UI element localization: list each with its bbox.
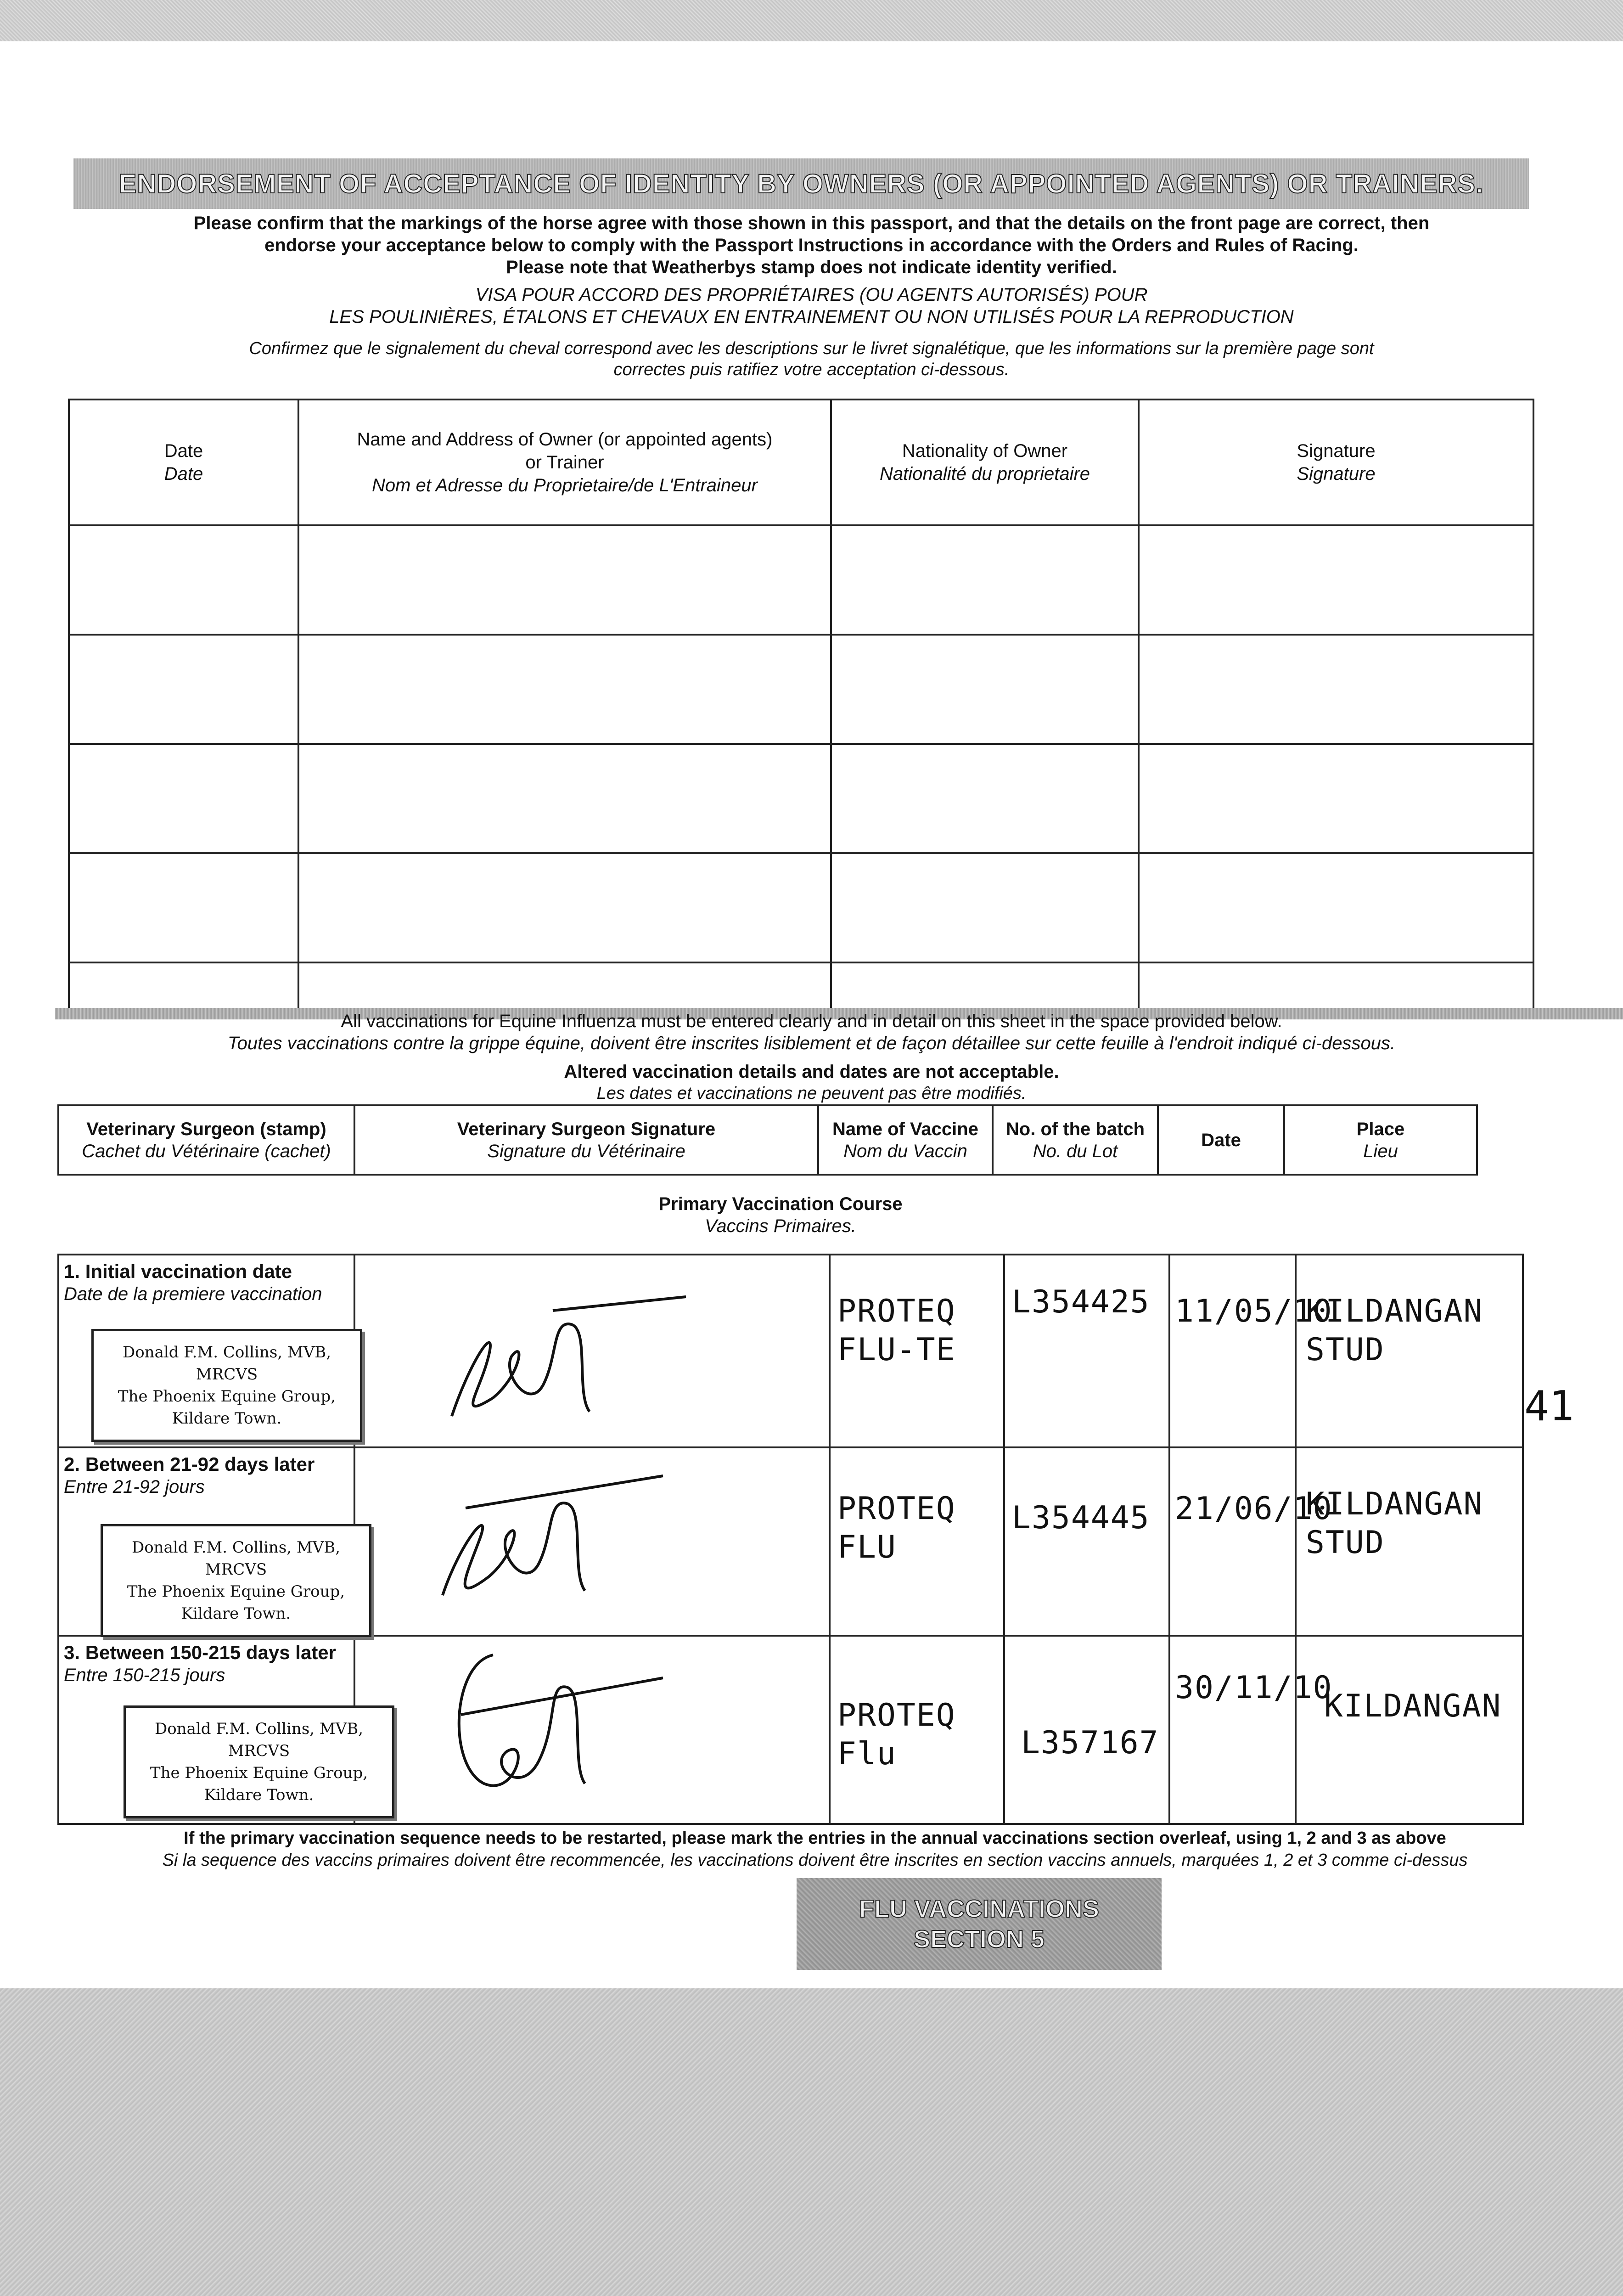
vacc-note-3: Altered vaccination details and dates are not acceptable. xyxy=(564,1062,1059,1082)
owner-cell[interactable] xyxy=(69,635,298,744)
vh-batch-en: No. of the batch xyxy=(1005,1119,1145,1139)
vh-signature-fr: Signature du Vétérinaire xyxy=(487,1141,685,1161)
owner-table-header xyxy=(69,400,1533,525)
vet-stamp-2 xyxy=(101,1524,371,1637)
owner-cell[interactable] xyxy=(831,525,1139,635)
header-name-address xyxy=(298,400,831,525)
vaccine-name-3: PROTEQ Flu xyxy=(837,1697,956,1772)
place-cell-1 xyxy=(1296,1255,1523,1447)
batch-number-3: L357167 xyxy=(1021,1725,1159,1761)
owner-cell[interactable] xyxy=(298,744,831,853)
owner-cell[interactable] xyxy=(298,635,831,744)
vaccine-name-2: PROTEQ FLU xyxy=(837,1491,956,1565)
stamp-line-2: The Phoenix Equine Group, xyxy=(150,1764,368,1782)
vaccination-row-3 xyxy=(58,1636,1523,1824)
stamp-line-3: Kildare Town. xyxy=(204,1786,314,1804)
stage-cell-1 xyxy=(58,1255,354,1447)
stamp-line-3: Kildare Town. xyxy=(172,1409,282,1428)
header-signature xyxy=(1139,400,1533,525)
scan-artifact-bottom xyxy=(0,1988,1623,2296)
section-label-line-1: FLU VACCINATIONS xyxy=(859,1895,1099,1923)
vet-signature-2 xyxy=(424,1467,681,1614)
vacc-note-4: Les dates et vaccinations ne peuvent pas être modifiés. xyxy=(596,1084,1027,1103)
vaccine-name-1: PROTEQ FLU-TE xyxy=(837,1293,956,1368)
restart-note-en: If the primary vaccination sequence needs to be restarted, please mark the entries in the annual vaccinations section overleaf, using 1, 2 and 3 as above xyxy=(184,1829,1446,1848)
date-cell-2 xyxy=(1169,1447,1333,1636)
intro-en-3: Please note that Weatherbys stamp does not indicate identity verified. xyxy=(506,257,1117,277)
owner-row-1 xyxy=(69,525,1533,635)
signature-cell-2 xyxy=(354,1447,830,1636)
place-cell-3 xyxy=(1296,1636,1523,1824)
vaccination-place-3: KILDANGAN xyxy=(1324,1688,1502,1724)
owner-cell[interactable] xyxy=(69,744,298,853)
owner-cell[interactable] xyxy=(1139,744,1533,853)
vaccination-row-2 xyxy=(58,1447,1523,1636)
vh-signature xyxy=(354,1105,818,1175)
date-cell-1 xyxy=(1169,1255,1333,1447)
header-signature-en: Signature xyxy=(1297,441,1376,461)
vaccination-date-3: 30/11/10 xyxy=(1175,1670,1333,1706)
owner-cell[interactable] xyxy=(1139,635,1533,744)
section-label-box xyxy=(797,1878,1162,1970)
stage-label-3: 3. Between 150-215 days later xyxy=(64,1642,337,1663)
margin-handwritten-number: 41 xyxy=(1524,1382,1574,1430)
vh-place xyxy=(1284,1105,1477,1175)
header-date-en: Date xyxy=(164,441,203,461)
header-nationality xyxy=(831,400,1139,525)
vh-vaccine-en: Name of Vaccine xyxy=(832,1119,978,1139)
vacc-note-1: All vaccinations for Equine Influenza must be entered clearly and in detail on this sheet in the space provided below. xyxy=(341,1011,1282,1031)
batch-cell-1 xyxy=(1004,1255,1169,1447)
batch-number-1: L354425 xyxy=(1012,1284,1150,1320)
header-signature-fr: Signature xyxy=(1297,464,1376,484)
primary-vaccination-table xyxy=(57,1254,1524,1825)
vaccine-cell-2 xyxy=(830,1447,1004,1636)
stamp-line-2: The Phoenix Equine Group, xyxy=(118,1387,336,1406)
vaccine-cell-1 xyxy=(830,1255,1004,1447)
intro-en-2: endorse your acceptance below to comply with the Passport Instructions in accordance with the Orders and Rules of Racing. xyxy=(264,235,1359,255)
restart-note-fr: Si la sequence des vaccins primaires doivent être recommencée, les vaccinations doivent être inscrites en section vaccins annuels, marquées 1, 2 et 3 comme ci-dessus xyxy=(162,1851,1468,1870)
vet-signature-1 xyxy=(438,1292,695,1430)
vh-date xyxy=(1158,1105,1284,1175)
intro-fr-title-2: LES POULINIÈRES, ÉTALONS ET CHEVAUX EN ENTRAINEMENT OU NON UTILISÉS POUR LA REPRODUCTION xyxy=(329,307,1294,327)
vaccination-header-table xyxy=(57,1104,1478,1176)
stage-cell-2 xyxy=(58,1447,354,1636)
vh-place-fr: Lieu xyxy=(1363,1141,1398,1161)
endorsement-title: ENDORSEMENT OF ACCEPTANCE OF IDENTITY BY OWNERS (OR APPOINTED AGENTS) OR TRAINERS. xyxy=(118,169,1484,199)
vaccine-cell-3 xyxy=(830,1636,1004,1824)
stage-sub-2: Entre 21-92 jours xyxy=(64,1477,205,1497)
vh-stamp-fr: Cachet du Vétérinaire (cachet) xyxy=(82,1141,331,1161)
owner-cell[interactable] xyxy=(69,525,298,635)
section-label-line-2: SECTION 5 xyxy=(913,1925,1045,1953)
vh-stamp xyxy=(58,1105,354,1175)
vh-batch xyxy=(993,1105,1158,1175)
vaccination-place-2: KILDANGAN STUD xyxy=(1306,1486,1483,1561)
stamp-line-2: The Phoenix Equine Group, xyxy=(127,1582,345,1601)
owner-cell[interactable] xyxy=(298,853,831,962)
owner-cell[interactable] xyxy=(298,525,831,635)
vet-stamp-1 xyxy=(91,1329,362,1442)
owner-row-4 xyxy=(69,853,1533,962)
vaccination-place-1: KILDANGAN STUD xyxy=(1306,1293,1483,1368)
owner-cell[interactable] xyxy=(1139,853,1533,962)
signature-cell-3 xyxy=(354,1636,830,1824)
intro-fr-title-1: VISA POUR ACCORD DES PROPRIÉTAIRES (OU AGENTS AUTORISÉS) POUR xyxy=(475,285,1148,305)
owner-cell[interactable] xyxy=(1139,525,1533,635)
vh-place-en: Place xyxy=(1356,1119,1405,1139)
header-name-fr: Nom et Adresse du Proprietaire/de L'Entraineur xyxy=(372,475,758,495)
vh-batch-fr: No. du Lot xyxy=(1033,1141,1118,1161)
header-nationality-en: Nationality of Owner xyxy=(902,441,1068,461)
owner-row-3 xyxy=(69,744,1533,853)
stage-sub-3: Entre 150-215 jours xyxy=(64,1665,225,1685)
vh-vaccine-fr: Nom du Vaccin xyxy=(843,1141,967,1161)
vacc-note-2: Toutes vaccinations contre la grippe équine, doivent être inscrites lisiblement et de façon détaillee sur cette feuille à l'endroit indiqué ci-dessous. xyxy=(227,1033,1396,1053)
vh-signature-en: Veterinary Surgeon Signature xyxy=(457,1119,716,1139)
primary-course-subtitle: Vaccins Primaires. xyxy=(705,1216,856,1236)
header-date xyxy=(69,400,298,525)
vaccination-row-1 xyxy=(58,1255,1523,1447)
place-cell-2 xyxy=(1296,1447,1523,1636)
signature-cell-1 xyxy=(354,1255,830,1447)
endorsement-banner xyxy=(73,158,1529,209)
header-nationality-fr: Nationalité du proprietaire xyxy=(879,464,1090,484)
intro-en-1: Please confirm that the markings of the horse agree with those shown in this passport, and that the details on the front page are correct, then xyxy=(193,213,1430,233)
vh-stamp-en: Veterinary Surgeon (stamp) xyxy=(86,1119,326,1139)
owner-cell[interactable] xyxy=(831,744,1139,853)
owner-row-2 xyxy=(69,635,1533,744)
vh-date-en: Date xyxy=(1201,1130,1241,1150)
stage-label-2: 2. Between 21-92 days later xyxy=(64,1453,315,1475)
owner-cell[interactable] xyxy=(831,853,1139,962)
vaccination-date-1: 11/05/10 xyxy=(1175,1293,1333,1329)
stamp-line-1: Donald F.M. Collins, MVB, MRCVS xyxy=(122,1343,331,1384)
date-cell-3 xyxy=(1169,1636,1333,1824)
intro-fr-1: Confirmez que le signalement du cheval correspond avec les descriptions sur le livret signalétique, que les informations sur la première page sont xyxy=(249,339,1374,358)
owner-cell[interactable] xyxy=(831,635,1139,744)
intro-fr-2: correctes puis ratifiez votre acceptation ci-dessous. xyxy=(613,360,1010,379)
batch-number-2: L354445 xyxy=(1012,1500,1150,1536)
header-date-fr: Date xyxy=(164,464,203,484)
vaccination-date-2: 21/06/10 xyxy=(1175,1491,1333,1527)
owner-endorsement-table xyxy=(68,399,1534,1019)
header-name-en2: or Trainer xyxy=(525,452,604,473)
scan-artifact-top xyxy=(0,0,1623,41)
stamp-line-1: Donald F.M. Collins, MVB, MRCVS xyxy=(131,1538,341,1579)
stage-label-1: 1. Initial vaccination date xyxy=(64,1261,292,1282)
vh-vaccine xyxy=(818,1105,993,1175)
stage-sub-1: Date de la premiere vaccination xyxy=(64,1284,322,1304)
batch-cell-2 xyxy=(1004,1447,1169,1636)
stamp-line-3: Kildare Town. xyxy=(181,1604,291,1623)
vet-stamp-3 xyxy=(124,1705,394,1818)
owner-cell[interactable] xyxy=(69,853,298,962)
stamp-line-1: Donald F.M. Collins, MVB, MRCVS xyxy=(154,1720,364,1760)
stage-cell-3 xyxy=(58,1636,368,1824)
primary-course-title: Primary Vaccination Course xyxy=(658,1194,903,1214)
header-name-en: Name and Address of Owner (or appointed agents) xyxy=(357,429,773,450)
vet-signature-3 xyxy=(424,1646,681,1811)
batch-cell-3 xyxy=(1004,1636,1169,1824)
